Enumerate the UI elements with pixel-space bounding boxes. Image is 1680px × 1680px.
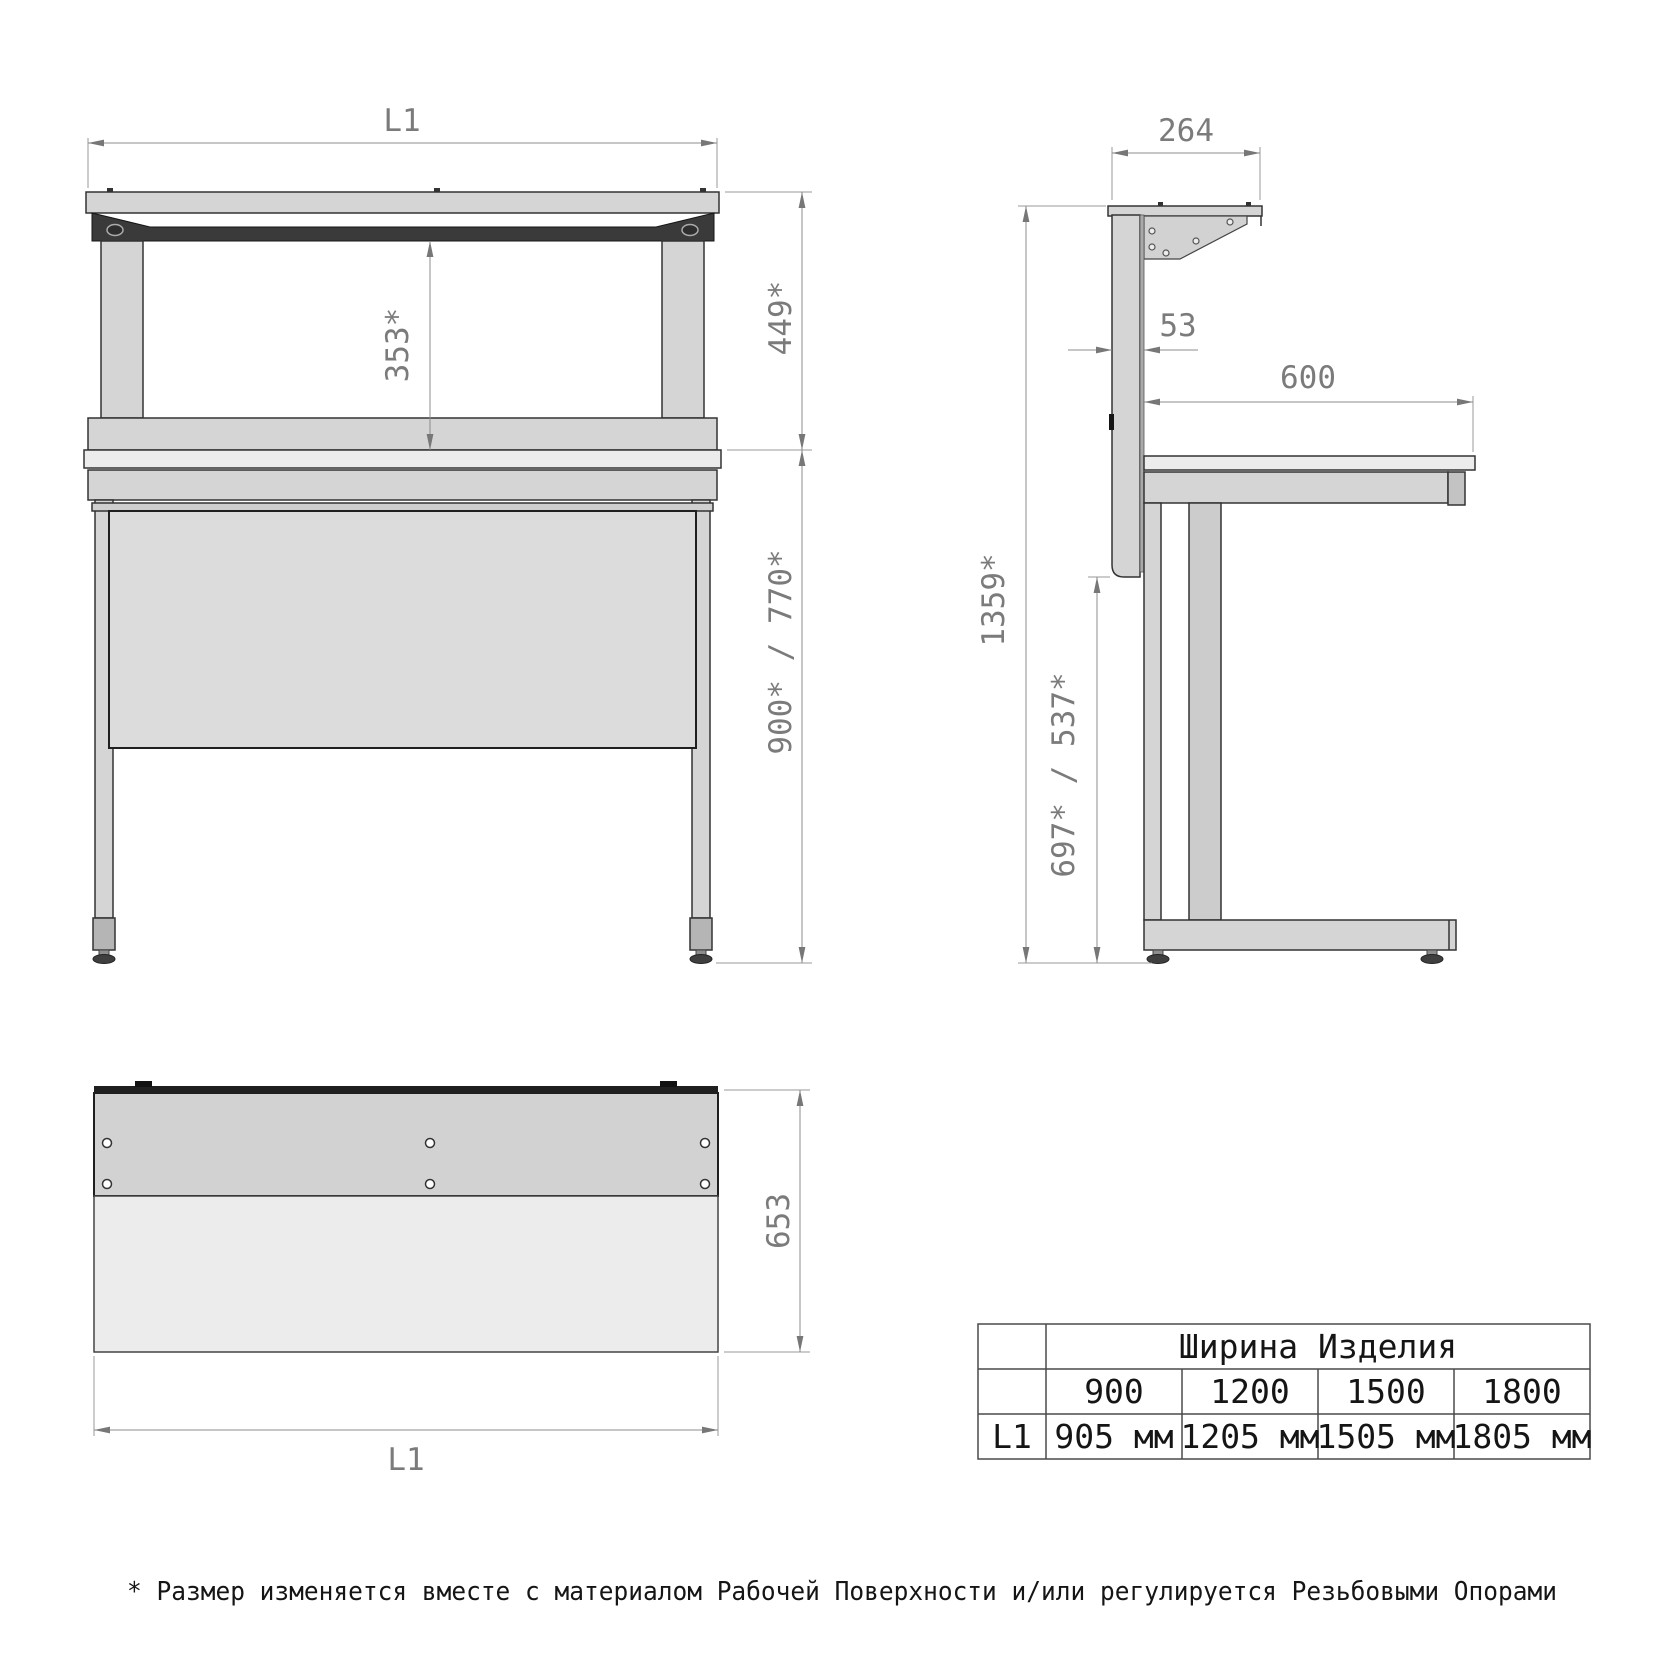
table-value-1805: 1805 мм	[1452, 1417, 1592, 1456]
table-col-header-1800: 1800	[1482, 1372, 1562, 1411]
bracket-screw	[1227, 219, 1233, 225]
front-foot-sleeve-left	[93, 918, 115, 950]
dim-label-l1-front: L1	[383, 103, 421, 139]
table-col-header-1500: 1500	[1346, 1372, 1426, 1411]
dim-label-697-537: 697* / 537*	[1046, 672, 1082, 878]
bracket-screw	[1149, 228, 1155, 234]
front-view	[84, 188, 721, 964]
top-shelf-hole	[426, 1180, 435, 1189]
top-back-strip	[94, 1086, 718, 1093]
dim-label-264: 264	[1158, 113, 1214, 149]
side-frame-rail	[1144, 472, 1448, 503]
front-riser-rail	[88, 418, 717, 450]
top-shelf-surface	[94, 1093, 718, 1196]
side-post-slot	[1109, 414, 1114, 430]
front-panel-rail	[92, 503, 713, 511]
top-shelf-hole	[426, 1139, 435, 1148]
side-foot-pad-left	[1147, 955, 1169, 964]
front-modesty-panel	[109, 511, 696, 748]
dim-label-53: 53	[1159, 308, 1197, 344]
size-table	[978, 1324, 1592, 1459]
table-value-905: 905 мм	[1054, 1417, 1174, 1456]
side-view-dimensions	[976, 113, 1473, 963]
side-leg-front	[1144, 503, 1161, 920]
top-back-tab-right	[660, 1081, 677, 1087]
front-riser-left	[101, 241, 143, 418]
top-shelf-hole	[103, 1180, 112, 1189]
side-plate-screw-2	[1246, 202, 1251, 206]
front-housing-hole-right	[682, 225, 698, 236]
dim-label-600: 600	[1280, 360, 1336, 396]
table-value-1205: 1205 мм	[1180, 1417, 1320, 1456]
side-plate-screw-1	[1158, 202, 1163, 206]
front-foot-sleeve-right	[690, 918, 712, 950]
front-foot-pad-right	[690, 955, 712, 964]
front-plate-screw-right	[700, 188, 706, 192]
side-worktop	[1144, 456, 1475, 470]
side-riser-post	[1112, 215, 1140, 577]
table-value-1505: 1505 мм	[1316, 1417, 1456, 1456]
top-shelf-hole	[701, 1139, 710, 1148]
front-light-housing	[92, 213, 714, 241]
footnote: * Размер изменяется вместе с материалом Рабочей Поверхности и/или регулируется Резьбовыми Опорами	[127, 1577, 1557, 1607]
dim-label-900-770: 900* / 770*	[763, 549, 799, 755]
table-col-header-1200: 1200	[1210, 1372, 1290, 1411]
dim-label-353: 353*	[380, 307, 416, 383]
front-plate-screw-center	[434, 188, 440, 192]
table-col-header-900: 900	[1084, 1372, 1144, 1411]
front-shelf-top-plate	[86, 192, 719, 213]
front-housing-hole-left	[107, 225, 123, 236]
bracket-screw	[1193, 238, 1199, 244]
dim-label-653: 653	[761, 1193, 797, 1249]
top-shelf-hole	[103, 1139, 112, 1148]
dim-label-449: 449*	[763, 280, 799, 356]
dim-label-1359: 1359*	[976, 553, 1012, 647]
front-foot-pad-left	[93, 955, 115, 964]
table-row-label: L1	[992, 1417, 1032, 1456]
table-header: Ширина Изделия	[1178, 1327, 1458, 1366]
dim-label-l1-top-view: L1	[387, 1442, 425, 1478]
side-foot-beam	[1144, 920, 1456, 950]
side-foot-pad-right	[1421, 955, 1443, 964]
bracket-screw	[1163, 250, 1169, 256]
front-apron	[88, 470, 717, 500]
front-riser-right	[662, 241, 704, 418]
front-worktop	[84, 450, 721, 468]
bracket-screw	[1149, 244, 1155, 250]
top-shelf-hole	[701, 1180, 710, 1189]
side-leg-column	[1189, 503, 1221, 920]
top-back-tab-left	[135, 1081, 152, 1087]
front-plate-screw-left	[107, 188, 113, 192]
top-worktop-surface	[94, 1196, 718, 1352]
side-frame-endcap	[1448, 472, 1465, 505]
top-view	[94, 1081, 718, 1352]
